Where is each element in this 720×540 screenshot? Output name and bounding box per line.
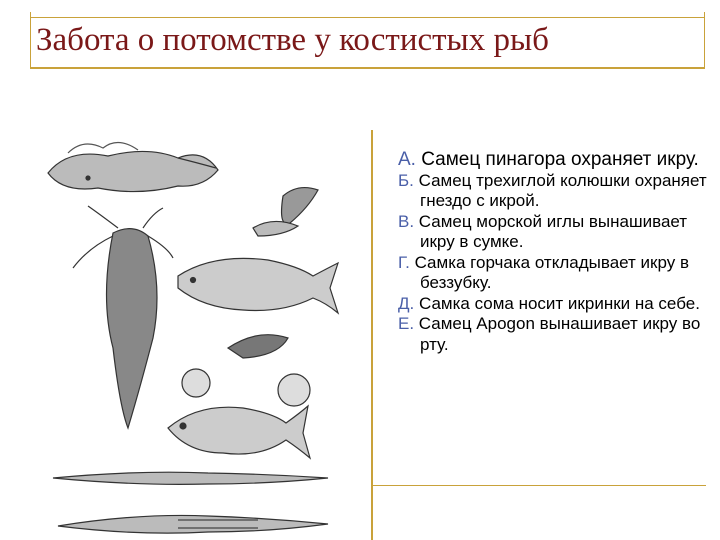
caption-a: [398, 150, 710, 171]
frame-top-line: [30, 17, 705, 18]
slide-title: Забота о потомстве у костистых рыб: [36, 22, 549, 58]
caption-d-text: Самка сома носит икринки на себе.: [414, 293, 700, 313]
caption-b-text: Самец трехиглой колюшки охраняет гнездо с икрой.: [413, 170, 707, 210]
caption-b-letter: Б.: [398, 170, 414, 190]
fish-b-stickleback: [253, 188, 318, 236]
caption-g: [398, 253, 710, 294]
caption-d: [398, 294, 710, 315]
caption-g-text: Самка горчака откладывает икру в беззубку.: [409, 252, 689, 292]
caption-a-letter: А.: [398, 149, 416, 170]
fish-e-apogon: [168, 406, 310, 458]
fish-v-pipefish: [53, 472, 328, 533]
title-underline: [30, 67, 705, 69]
caption-v-text: Самец морской иглы вынашивает икру в сумке.: [414, 211, 688, 251]
caption-e: [398, 314, 710, 355]
frame-left-line: [30, 12, 31, 68]
fish-d-catfish: [73, 206, 173, 428]
caption-d-letter: Д.: [398, 293, 415, 313]
fish-illustration: [28, 128, 368, 540]
fish-a-lumpsucker: [48, 142, 218, 191]
mussel-shell: [228, 335, 288, 358]
egg-pair: [182, 369, 310, 406]
caption-list: [398, 150, 710, 355]
caption-e-text: Самец Apogon вынашивает икру во рту.: [414, 314, 701, 354]
divider-vertical: [371, 130, 373, 540]
caption-v-letter: В.: [398, 211, 415, 231]
caption-e-letter: Е.: [398, 314, 415, 333]
caption-b: [398, 171, 710, 212]
caption-g-letter: Г.: [398, 252, 410, 272]
caption-v: [398, 212, 710, 253]
divider-horizontal: [371, 485, 706, 486]
caption-a-text: Самец пинагора охраняет икру.: [415, 149, 699, 170]
fish-g-bitterling: [178, 258, 338, 313]
